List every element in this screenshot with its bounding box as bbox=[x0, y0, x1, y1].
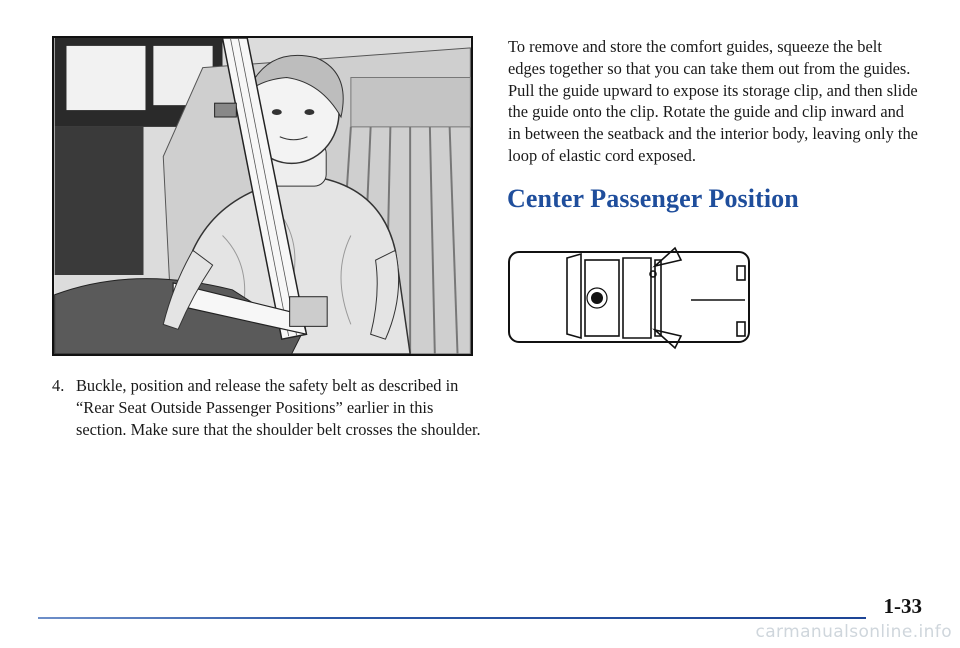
vehicle-seat-position-diagram-icon bbox=[505, 230, 755, 360]
step-text: Buckle, position and release the safety belt as described in “Rear Seat Outside Passenger Positions” earlier in this section. Make sure that the shoulder belt crosses the shoulder. bbox=[76, 376, 481, 439]
watermark: carmanualsonline.info bbox=[755, 622, 952, 642]
footer-rule bbox=[38, 617, 866, 619]
comfort-guide-storage-paragraph: To remove and store the comfort guides, squeeze the belt edges together so that you can take them out from the guides. Pull the guide upward to expose its storage clip, and then slide the guide onto the clip. Rotate the guide and clip inward and in between the seatback and the interior body, leaving only the loop of elastic cord exposed. bbox=[508, 37, 918, 165]
section-heading: Center Passenger Position bbox=[507, 184, 799, 213]
step-number: 4. bbox=[52, 376, 65, 395]
step-item bbox=[52, 375, 482, 441]
page-number: 1-33 bbox=[883, 594, 922, 618]
child-in-safety-belt-illustration bbox=[52, 36, 473, 356]
